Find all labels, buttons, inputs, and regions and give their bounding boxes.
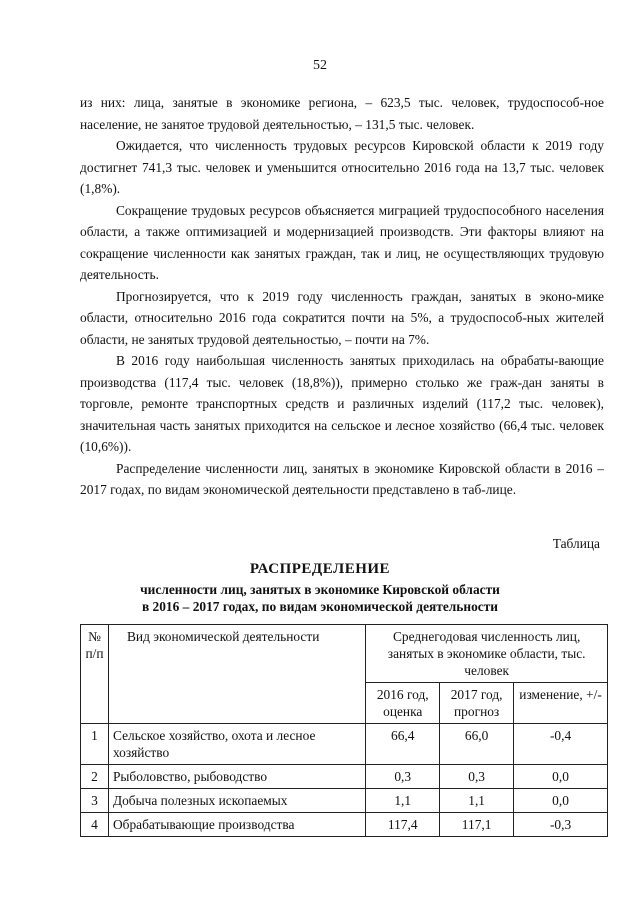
row-num: 4 (81, 813, 109, 837)
row-2016: 1,1 (366, 789, 440, 813)
table-row (81, 789, 608, 813)
row-activity: Рыболовство, рыбоводство (108, 765, 365, 789)
employment-table (80, 624, 608, 837)
row-2017: 66,0 (440, 724, 514, 765)
table-subtitle-2: в 2016 – 2017 годах, по видам экономической деятельности (141, 599, 499, 614)
header-change: изменение, +/- (514, 683, 608, 724)
body-text (80, 92, 604, 501)
paragraph-1: из них: лица, занятые в экономике региона, – 623,5 тыс. человек, трудоспособ-ное население, не занятое трудовой деятельностью, – 131,5 тыс. человек. (80, 95, 604, 132)
header-num: № п/п (81, 625, 109, 724)
table-row (81, 724, 608, 765)
paragraph-6: Распределение численности лиц, занятых в экономике Кировской области в 2016 – 2017 годах, по видам экономической деятельности представлено в таб-лице. (80, 460, 604, 497)
paragraph-5: В 2016 году наибольшая численность занятых приходилась на обрабаты-вающие производства (117,4 тыс. человек (18,8%)), примерно столько же граж-дан заняты в торговле, ремонте транспортных средств и различных изделий (117,2 тыс. человек), значительная часть занятых приходится на сельское и лесное хозяйство (66,4 тыс. человек (10,6%)). (80, 353, 604, 454)
header-2016: 2016 год, оценка (366, 683, 440, 724)
row-num: 2 (81, 765, 109, 789)
row-2017: 0,3 (440, 765, 514, 789)
row-change: -0,3 (514, 813, 608, 837)
table-label: Таблица (552, 536, 600, 551)
row-change: 0,0 (514, 789, 608, 813)
paragraph-2: Ожидается, что численность трудовых ресурсов Кировской области к 2019 году достигнет 741,3 тыс. человек и уменьшится относительно 2016 года на 13,7 тыс. человек (1,8%). (80, 138, 604, 196)
paragraph-4: Прогнозируется, что к 2019 году численность граждан, занятых в эконо-мике области, относительно 2016 года сократится почти на 5%, а трудоспособ-ных жителей области, не занятых трудовой деятельностью, – почти на 7%. (80, 288, 604, 347)
row-num: 3 (81, 789, 109, 813)
row-change: -0,4 (514, 724, 608, 765)
row-2017: 117,1 (440, 813, 514, 837)
header-2017: 2017 год, прогноз (440, 683, 514, 724)
header-group: Среднегодовая численность лиц, занятых в экономике области, тыс. человек (366, 625, 608, 683)
header-activity: Вид экономической деятельности (108, 625, 365, 724)
table-subtitle-1: численности лиц, занятых в экономике Кировской области (140, 582, 500, 597)
row-2016: 66,4 (366, 724, 440, 765)
row-2017: 1,1 (440, 789, 514, 813)
row-num: 1 (81, 724, 109, 765)
page-number: 52 (313, 58, 327, 73)
row-2016: 117,4 (366, 813, 440, 837)
table-row (81, 765, 608, 789)
table-row (81, 813, 608, 837)
row-activity: Сельское хозяйство, охота и лесное хозяйство (108, 724, 365, 765)
row-2016: 0,3 (366, 765, 440, 789)
row-change: 0,0 (514, 765, 608, 789)
paragraph-3: Сокращение трудовых ресурсов объясняется миграцией трудоспособного населения области, а также оптимизацией и модернизацией производств. Эти факторы влияют на сокращение численности как занятых граждан, так и лиц, не осуществляющих трудовую деятельность. (80, 202, 604, 282)
table-header-row (81, 625, 608, 683)
table-title: РАСПРЕДЕЛЕНИЕ (249, 561, 391, 577)
row-activity: Обрабатывающие производства (108, 813, 365, 837)
row-activity: Добыча полезных ископаемых (108, 789, 365, 813)
